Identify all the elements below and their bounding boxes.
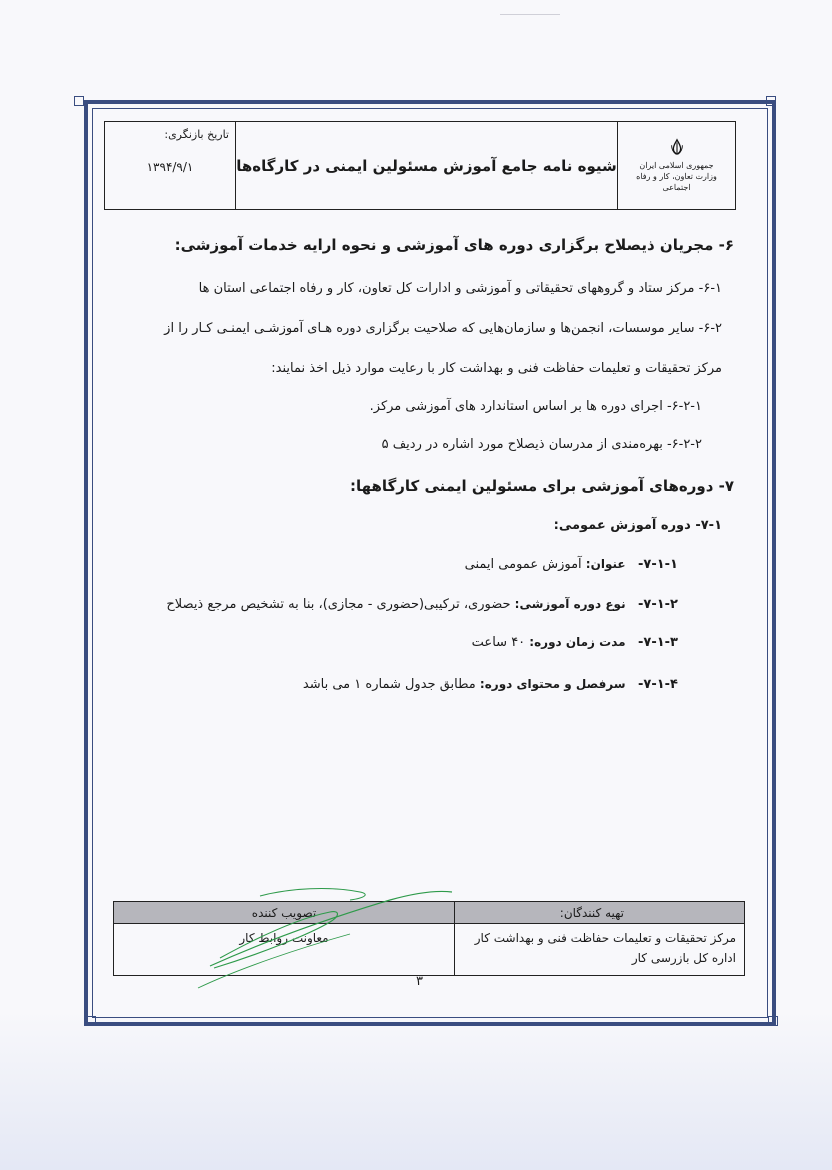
prepared-by-line1: مرکز تحقیقات و تعلیمات حفاظت فنی و بهداشت کار: [474, 931, 736, 945]
document-title: شیوه نامه جامع آموزش مسئولین ایمنی در کارگاه‌ها: [235, 122, 617, 209]
revision-date-value: ۱۳۹۴/۹/۱: [146, 160, 194, 174]
frame-corner-bottom-right: [768, 1016, 778, 1026]
page-number: ۳: [416, 974, 423, 989]
approval-table: [113, 901, 745, 976]
section-6-heading: ۶- مجریان ذیصلاح برگزاری دوره های آموزشی و نحوه ارایه خدمات آموزشی:: [174, 236, 734, 254]
item-label: سرفصل و محتوای دوره:: [479, 677, 626, 691]
document-header: [104, 121, 736, 210]
section-7-1-3: [472, 635, 678, 650]
frame-corner-top-right: [766, 96, 776, 106]
section-6-1: ۶-۱- مرکز ستاد و گروههای تحقیقاتی و آموزشی و ادارات کل تعاون، کار و رفاه اجتماعی استان ها: [198, 281, 722, 296]
section-7-heading: ۷- دوره‌های آموزشی برای مسئولین ایمنی کارگاهها:: [350, 477, 734, 495]
section-7-1-4: [303, 677, 678, 692]
item-text: حضوری، ترکیبی(حضوری - مجازی)، بنا به تشخیص مرجع ذیصلاح: [166, 597, 511, 612]
page-background: [0, 1010, 832, 1170]
item-text: مطابق جدول شماره ۱ می باشد: [302, 677, 476, 692]
item-number: ۷-۱-۳-: [637, 635, 678, 650]
prepared-by-header: تهیه کنندگان:: [455, 902, 744, 924]
section-7-1-2: [166, 597, 678, 612]
section-6-2-line1: ۶-۲- سایر موسسات، انجمن‌ها و سازمان‌هایی که صلاحیت برگزاری دوره هـای آموزشـی ایمنـی کـار را از: [164, 321, 722, 336]
item-number: ۷-۱-۲-: [637, 597, 678, 612]
item-number: ۷-۱-۴-: [637, 677, 678, 692]
item-label: نوع دوره آموزشی:: [514, 597, 626, 611]
ministry-name-line1: جمهوری اسلامی ایران: [639, 161, 714, 170]
section-6-2-1: ۶-۲-۱- اجرای دوره ها بر اساس استاندارد های آموزشی مرکز.: [369, 399, 702, 414]
approved-by-body: معاونت روابط کار: [239, 931, 329, 945]
item-text: آموزش عمومی ایمنی: [464, 557, 582, 572]
scan-marks: [500, 14, 560, 21]
frame-corner-bottom-left: [86, 1016, 96, 1026]
iran-emblem-icon: [668, 138, 686, 156]
approved-by-column: [114, 902, 454, 975]
header-date-cell: [105, 122, 235, 209]
section-7-1-heading: ۷-۱- دوره آموزش عمومی:: [553, 518, 722, 533]
section-6-2-2: ۶-۲-۲- بهره‌مندی از مدرسان ذیصلاح مورد اشاره در ردیف ۵: [381, 437, 702, 452]
section-6-2-line2: مرکز تحقیقات و تعلیمات حفاظت فنی و بهداشت کار با رعایت موارد ذیل اخذ نمایند:: [271, 361, 722, 376]
frame-corner-top-left: [74, 96, 84, 106]
prepared-by-line2: اداره کل بازرسی کار: [631, 951, 736, 965]
approved-by-header: تصویب کننده: [114, 902, 454, 924]
item-text: ۴۰ ساعت: [471, 635, 526, 650]
header-logo-cell: [617, 122, 735, 209]
item-number: ۷-۱-۱-: [637, 557, 678, 572]
prepared-by-column: [454, 902, 744, 975]
section-7-1-1: [465, 557, 678, 572]
ministry-name-line2: وزارت تعاون، کار و رفاه اجتماعی: [636, 172, 717, 192]
item-label: مدت زمان دوره:: [529, 635, 626, 649]
revision-date-label: تاریخ بازنگری:: [164, 128, 229, 141]
prepared-by-body: [455, 924, 744, 975]
item-label: عنوان:: [585, 557, 626, 571]
